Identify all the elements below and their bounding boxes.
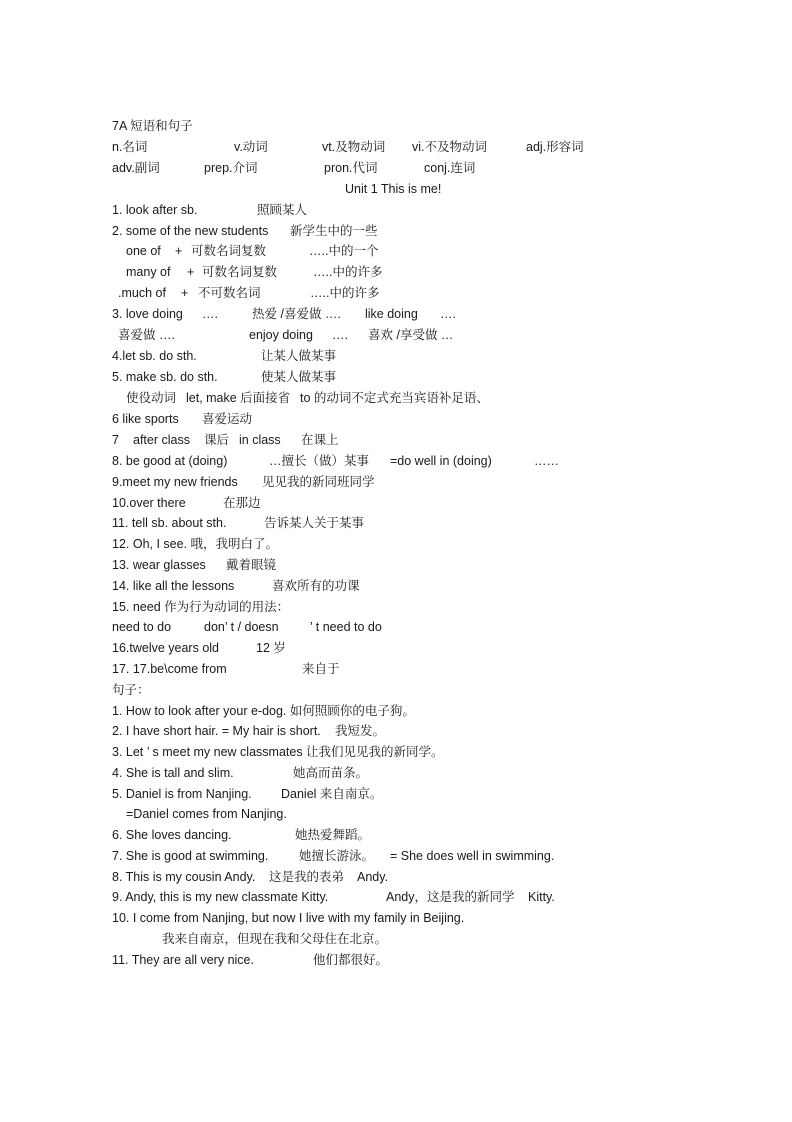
note-text: let, make 后面接省 [186,391,291,405]
phrase-zh: 热爱 /喜爱做 …. [252,307,341,321]
ellipsis: …. [332,328,348,342]
sentence-text: 1. How to look after your e-dog. 如何照顾你的电子狗。 [112,704,415,718]
phrase-zh: 12 岁 [256,641,286,655]
sentence-en: 7. She is good at swimming. [112,849,269,863]
unit-title-text: Unit 1 This is me! [345,182,442,196]
pos-verb: v.动词 [234,140,268,154]
sentence-en: 2. I have short hair. = My hair is short. [112,724,321,738]
phrase-zh: 喜欢 /享受做 … [368,328,454,342]
phrase-en: 12. Oh, I see. 哦，我明白了。 [112,537,279,551]
phrase-zh: 使某人做某事 [261,370,337,384]
ellipsis: …. [202,307,218,321]
phrase-en: like doing [365,307,418,321]
sentence-zh: Andy，这是我的新同学 [386,890,515,904]
phrase-zh: 课后 [204,433,230,447]
note-text: to 的动词不定式充当宾语补足语、 [300,391,489,405]
sentence-en: 8. This is my cousin Andy. [112,870,256,884]
phrase-zh: 可数名词复数 [191,244,267,258]
phrase-en: one of [126,244,161,258]
sentence-zh: Daniel 来自南京。 [281,787,383,801]
title-text: 7A 短语和句子 [112,119,193,133]
sentence-en: =Daniel comes from Nanjing. [126,807,287,821]
sentence-en: Kitty. [528,890,555,904]
phrase-number: 7 [112,433,119,447]
phrase-en: don’ t / doesn [204,620,279,634]
sentence-zh: 她热爱舞蹈。 [295,828,371,842]
phrase-en: 2. some of the new students [112,224,269,238]
ellipsis: …. [440,307,456,321]
pos-adv: adv.副词 [112,161,160,175]
phrase-en: 11. tell sb. about sth. [112,516,227,530]
phrase-zh: 在课上 [301,433,339,447]
sentence-en: 11. They are all very nice. [112,953,254,967]
sentence-en: 9. Andy, this is my new classmate Kitty. [112,890,329,904]
phrase-en: 15. need 作为行为动词的用法： [112,600,290,614]
phrase-en: many of [126,265,171,279]
plus-sign: + [187,265,195,279]
phrase-zh: 见见我的新同班同学 [262,475,375,489]
phrase-zh: 不可数名词 [198,286,261,300]
phrase-en: 5. make sb. do sth. [112,370,218,384]
phrase-zh: 在那边 [223,496,261,510]
note-text: 使役动词 [126,391,177,405]
phrase-en: 10.over there [112,496,186,510]
ellipsis: …… [534,454,559,468]
phrase-en: =do well in (doing) [390,454,492,468]
plus-sign: + [181,286,189,300]
phrase-zh: 喜爱运动 [202,412,253,426]
sentence-en: 6. She loves dancing. [112,828,232,842]
phrase-en: 4.let sb. do sth. [112,349,197,363]
phrase-meaning: …..中的许多 [313,265,383,279]
phrase-zh: …擅长（做）某事 [269,454,370,468]
phrase-zh: 新学生中的一些 [290,224,378,238]
sentence-zh: 她擅长游泳。 [299,849,375,863]
phrase-zh: 来自于 [302,662,340,676]
sentence-zh: 他们都很好。 [313,953,389,967]
phrase-en: 1. look after sb. [112,203,198,217]
phrase-en: in class [239,433,281,447]
phrase-en: 17. 17.be\come from [112,662,227,676]
phrase-zh: 戴着眼镜 [226,558,277,572]
phrase-en: 13. wear glasses [112,558,206,572]
phrase-en: 14. like all the lessons [112,579,235,593]
phrase-en: enjoy doing [249,328,313,342]
phrase-en: ’ t need to do [310,620,382,634]
pos-pron: pron.代词 [324,161,378,175]
sentence-en: = She does well in swimming. [390,849,555,863]
heading-text: 句子： [112,683,150,697]
phrase-en: 8. be good at (doing) [112,454,228,468]
phrase-en: 6 like sports [112,412,179,426]
sentence-en: 5. Daniel is from Nanjing. [112,787,252,801]
plus-sign: + [175,244,183,258]
pos-conj: conj.连词 [424,161,476,175]
sentence-zh: 她高而苗条。 [293,766,369,780]
sentence-zh: 我来自南京，但现在我和父母住在北京。 [162,932,388,946]
pos-adj: adj.形容词 [526,140,584,154]
phrase-zh: 让某人做某事 [261,349,337,363]
pos-vi: vi.不及物动词 [412,140,488,154]
phrase-en: 3. love doing [112,307,183,321]
phrase-en: after class [133,433,190,447]
pos-noun: n.名词 [112,140,148,154]
sentence-zh: 我短发。 [335,724,386,738]
sentence-text: 3. Let ’ s meet my new classmates 让我们见见我的新同学。 [112,745,444,759]
phrase-en: 16.twelve years old [112,641,220,655]
phrase-meaning: …..中的一个 [309,244,379,258]
pos-prep: prep.介词 [204,161,258,175]
phrase-zh: 喜欢所有的功课 [272,579,360,593]
sentence-en: 10. I come from Nanjing, but now I live with my family in Beijing. [112,911,465,925]
sentence-en: Andy. [357,870,389,884]
phrase-zh: 照顾某人 [257,203,308,217]
sentence-en: 4. She is tall and slim. [112,766,234,780]
phrase-zh: 可数名词复数 [202,265,278,279]
phrase-en: .much of [118,286,166,300]
sentence-zh: 这是我的表弟 [269,870,345,884]
phrase-en: need to do [112,620,172,634]
pos-vt: vt.及物动词 [322,140,386,154]
phrase-en: 9.meet my new friends [112,475,238,489]
phrase-zh: 告诉某人关于某事 [264,516,365,530]
phrase-meaning: …..中的许多 [310,286,380,300]
phrase-zh: 喜爱做 …. [118,328,175,342]
